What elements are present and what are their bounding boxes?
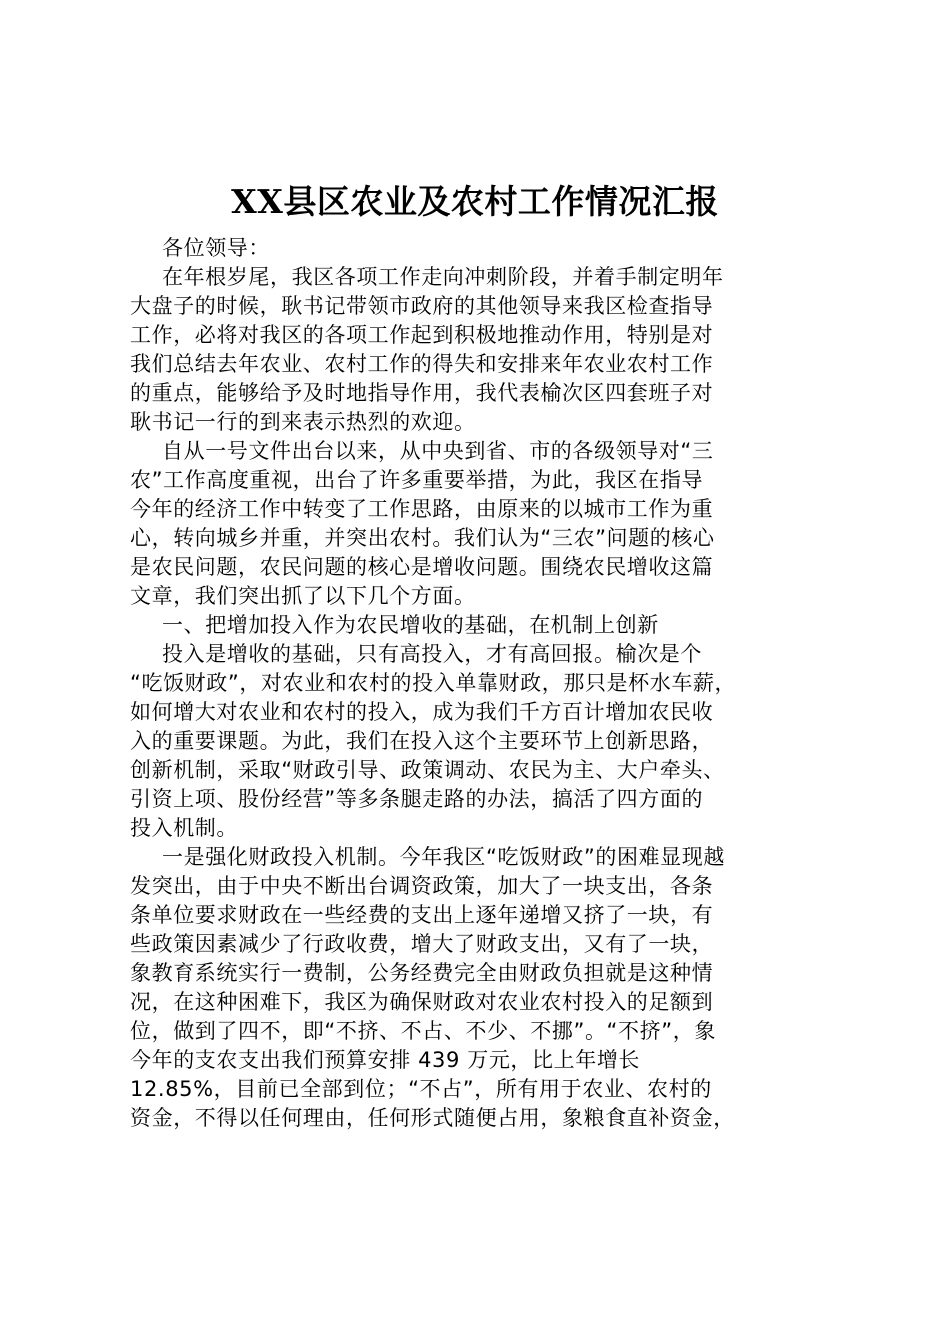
body-line: 象教育系统实行一费制，公务经费完全由财政负担就是这种情 (130, 961, 714, 985)
body-line: 各位领导： (162, 236, 270, 260)
body-line: 在年根岁尾，我区各项工作走向冲刺阶段，并着手制定明年 (162, 265, 724, 289)
body-line: 引资上项、股份经营”等多条腿走路的办法，搞活了四方面的 (130, 787, 704, 811)
body-line: 资金，不得以任何理由，任何形式随便占用，象粮食直补资金， (130, 1106, 735, 1130)
document-body (130, 234, 850, 1133)
body-line: 我们总结去年农业、农村工作的得失和安排来年农业农村工作 (130, 352, 714, 376)
body-line: 如何增大对农业和农村的投入，成为我们千方百计增加农民收 (130, 700, 714, 724)
body-line: 是农民问题，农民问题的核心是增收问题。围绕农民增收这篇 (130, 555, 714, 579)
body-line: 创新机制，采取“财政引导、政策调动、农民为主、大户牵头、 (130, 758, 725, 782)
body-line: 投入机制。 (130, 816, 238, 840)
body-line: 农”工作高度重视，出台了许多重要举措，为此，我区在指导 (130, 468, 704, 492)
body-line: 今年的经济工作中转变了工作思路，由原来的以城市工作为重 (130, 497, 714, 521)
body-line: 些政策因素减少了行政收费，增大了财政支出，又有了一块， (130, 932, 714, 956)
body-line: 12.85%，目前已全部到位；“不占”，所有用于农业、农村的 (130, 1077, 712, 1101)
body-line: 心，转向城乡并重，并突出农村。我们认为“三农”问题的核心 (130, 526, 715, 550)
body-line: 一、把增加投入作为农民增收的基础，在机制上创新 (162, 613, 659, 637)
body-line: 投入是增收的基础，只有高投入，才有高回报。榆次是个 (162, 642, 702, 666)
body-line: 文章，我们突出抓了以下几个方面。 (130, 584, 476, 608)
body-line: 发突出，由于中央不断出台调资政策，加大了一块支出，各条 (130, 874, 714, 898)
body-line: 自从一号文件出台以来，从中央到省、市的各级领导对“三 (162, 439, 714, 463)
body-line: 位，做到了四不，即“不挤、不占、不少、不挪”。“不挤”，象 (130, 1019, 716, 1043)
body-line: 一是强化财政投入机制。今年我区“吃饭财政”的困难显现越 (162, 845, 725, 869)
body-line: 条单位要求财政在一些经费的支出上逐年递增又挤了一块，有 (130, 903, 714, 927)
body-line: 大盘子的时候，耿书记带领市政府的其他领导来我区检查指导 (130, 294, 714, 318)
body-line: 今年的支农支出我们预算安排 439 万元，比上年增长 (130, 1048, 641, 1072)
body-line: 耿书记一行的到来表示热烈的欢迎。 (130, 410, 476, 434)
body-line: 工作，必将对我区的各项工作起到积极地推动作用，特别是对 (130, 323, 714, 347)
body-line: 入的重要课题。为此，我们在投入这个主要环节上创新思路， (130, 729, 714, 753)
body-line: “吃饭财政”，对农业和农村的投入单靠财政，那只是杯水车薪， (130, 671, 737, 695)
body-line: 的重点，能够给予及时地指导作用，我代表榆次区四套班子对 (130, 381, 714, 405)
body-line: 况，在这种困难下，我区为确保财政对农业农村投入的足额到 (130, 990, 714, 1014)
document-title: XX县区农业及农村工作情况汇报 (231, 182, 719, 221)
